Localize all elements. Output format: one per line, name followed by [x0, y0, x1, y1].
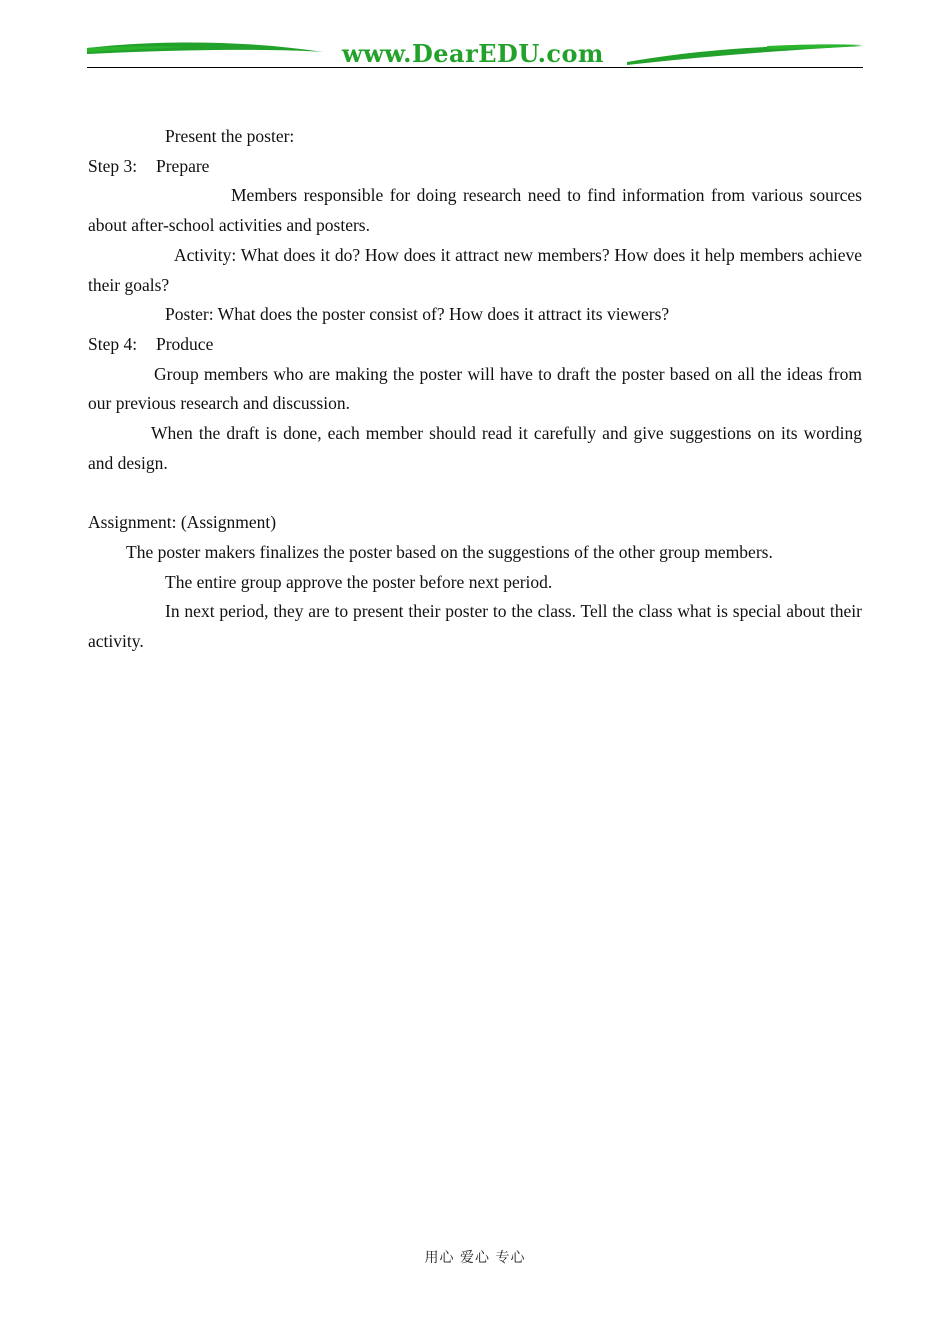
document-body: [88, 122, 862, 657]
step3-research-paragraph: Members responsible for doing research need to find information from various sources about after-school activities and posters.: [88, 185, 862, 236]
step4-draft-paragraph: Group members who are making the poster will have to draft the poster based on all the ideas from our previous research and discussion.: [88, 363, 862, 414]
header-divider: [87, 67, 863, 68]
step3-activity-paragraph: Activity: What does it do? How does it attract new members? How does it help members achieve their goals?: [88, 244, 862, 295]
page-footer-motto: 用心 爱心 专心: [424, 1250, 526, 1266]
step3-number: Step 3:: [88, 155, 138, 176]
step3-heading: [88, 152, 862, 182]
section-spacer: [88, 478, 862, 508]
assignment-present-paragraph: In next period, they are to present their poster to the class. Tell the class what is special about their activity.: [88, 601, 862, 651]
present-poster-line: Present the poster:: [165, 126, 295, 146]
site-url-logo: www.DearEDU.com: [342, 39, 604, 68]
step4-number: Step 4:: [88, 333, 138, 354]
right-swoosh: [627, 46, 863, 65]
step4-heading: [88, 330, 862, 360]
step4-title: Produce: [156, 333, 214, 354]
step4-review-paragraph: When the draft is done, each member should read it carefully and give suggestions on its wording and design.: [88, 423, 862, 473]
step3-title: Prepare: [156, 155, 210, 176]
assignment-finalize-paragraph: The poster makers finalizes the poster based on the suggestions of the other group members.: [126, 541, 773, 562]
page-header: [87, 38, 863, 72]
step3-poster-paragraph: Poster: What does the poster consist of? How does it attract its viewers?: [165, 304, 670, 325]
assignment-approve-paragraph: The entire group approve the poster before next period.: [165, 571, 553, 592]
assignment-heading: Assignment: (Assignment): [88, 512, 277, 533]
